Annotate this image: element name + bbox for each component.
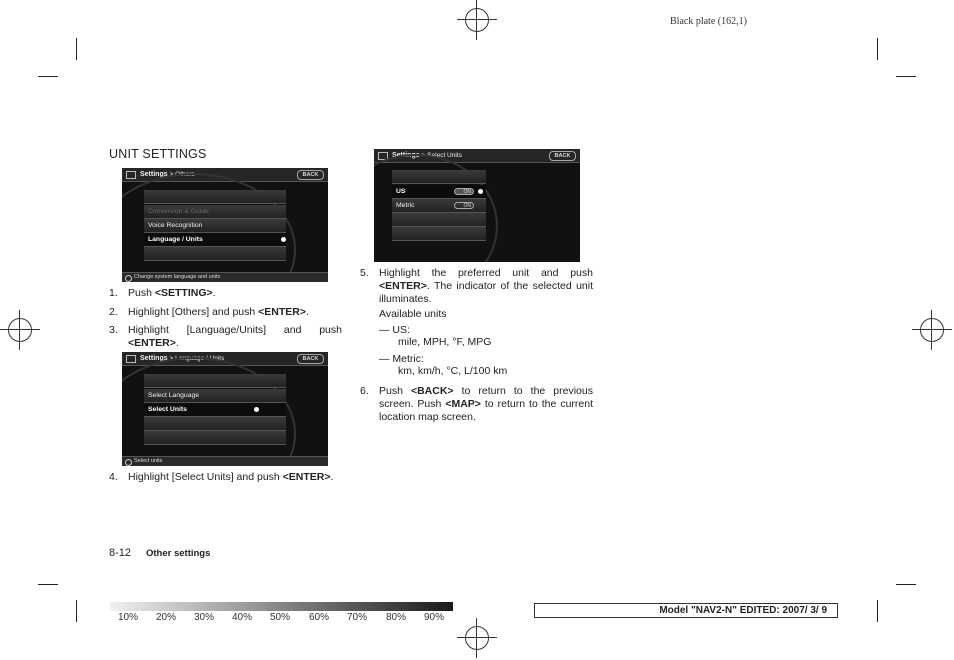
scale-label: 30% [194, 612, 215, 623]
menu-item [144, 374, 286, 388]
crop-mark [877, 38, 878, 60]
screen-footer: Select units [122, 456, 328, 466]
crop-mark [896, 76, 916, 77]
indicator-us: ON [454, 188, 474, 195]
menu-item [392, 227, 486, 241]
menu-item: Select Language [144, 389, 286, 403]
scale-label: 10% [118, 612, 139, 623]
registration-mark-bottom [457, 618, 497, 658]
screenshot-select-units [374, 149, 580, 262]
selection-dot [254, 407, 259, 412]
step-3: 3. Highlight [Language/Units] and push <ENTER>. [109, 324, 342, 349]
registration-mark-right [912, 310, 952, 350]
menu-item [144, 417, 286, 431]
crop-mark [877, 600, 878, 622]
info-icon [125, 459, 132, 466]
screenshot-others [122, 168, 328, 282]
back-button: BACK [297, 354, 324, 364]
menu-item [144, 190, 286, 204]
registration-mark-left [0, 310, 40, 350]
scale-label: 70% [347, 612, 368, 623]
menu-item-highlighted: Select Units [144, 403, 286, 417]
menu-item [392, 213, 486, 227]
unit-metric-name: — Metric: [379, 353, 424, 365]
menu-item [144, 247, 286, 261]
screen-title: Settings [392, 152, 420, 159]
menu-item [392, 170, 486, 184]
model-edited-box: Model "NAV2-N" EDITED: 2007/ 3/ 9 [534, 603, 838, 618]
crop-mark [76, 600, 77, 622]
menu-icon [126, 355, 136, 363]
back-button: BACK [549, 151, 576, 161]
crop-mark [38, 76, 58, 77]
screen-title: Settings [140, 355, 168, 362]
menu-item: Voice Recognition [144, 219, 286, 233]
plate-label: Black plate (162,1) [670, 16, 747, 27]
unit-us-detail: mile, MPH, °F, MPG [398, 336, 492, 348]
indicator-metric: ON [454, 202, 474, 209]
scale-label: 90% [424, 612, 445, 623]
scale-label: 60% [309, 612, 330, 623]
color-scale-bar [110, 602, 453, 611]
info-icon [125, 275, 132, 282]
screen-breadcrumb: > Select Units [421, 152, 462, 159]
screenshot-language-units [122, 352, 328, 466]
unit-option-us: US [392, 185, 486, 199]
crop-mark [38, 584, 58, 585]
step-1: 1. Push <SETTING>. [109, 287, 216, 299]
crop-mark [76, 38, 77, 60]
section-title: UNIT SETTINGS [109, 147, 207, 161]
screen-title: Settings [140, 171, 168, 178]
scale-label: 40% [232, 612, 253, 623]
page-section: Other settings [146, 548, 211, 559]
selection-dot [281, 237, 286, 242]
screen-footer: Change system language and units [122, 272, 328, 282]
crop-mark [896, 584, 916, 585]
scale-label: 20% [156, 612, 177, 623]
scale-label: 80% [386, 612, 407, 623]
registration-mark-top [457, 0, 497, 40]
unit-us-name: — US: [379, 324, 410, 336]
step-6: 6. Push <BACK> to return to the previous screen. Push <MAP> to return to the current location map screen. [360, 385, 593, 423]
menu-item [144, 431, 286, 445]
step-5: 5. Highlight the preferred unit and push <ENTER>. The indicator of the selected unit illuminates. [360, 267, 593, 305]
available-units-label: Available units [379, 308, 447, 320]
menu-item: Conversion & Guide [144, 205, 286, 219]
scale-label: 50% [270, 612, 291, 623]
page-number: 8-12 [109, 547, 132, 559]
unit-option-metric: Metric [392, 199, 486, 213]
unit-metric-detail: km, km/h, °C, L/100 km [398, 365, 508, 377]
screen-breadcrumb: > Others [169, 171, 195, 178]
menu-item-highlighted: Language / Units [144, 233, 286, 247]
selection-dot [478, 189, 483, 194]
back-button: BACK [297, 170, 324, 180]
step-2: 2. Highlight [Others] and push <ENTER>. [109, 306, 309, 318]
menu-icon [126, 171, 136, 179]
step-4: 4. Highlight [Select Units] and push <ENTER>. [109, 471, 334, 483]
screen-breadcrumb: > Language / Units [169, 355, 225, 362]
